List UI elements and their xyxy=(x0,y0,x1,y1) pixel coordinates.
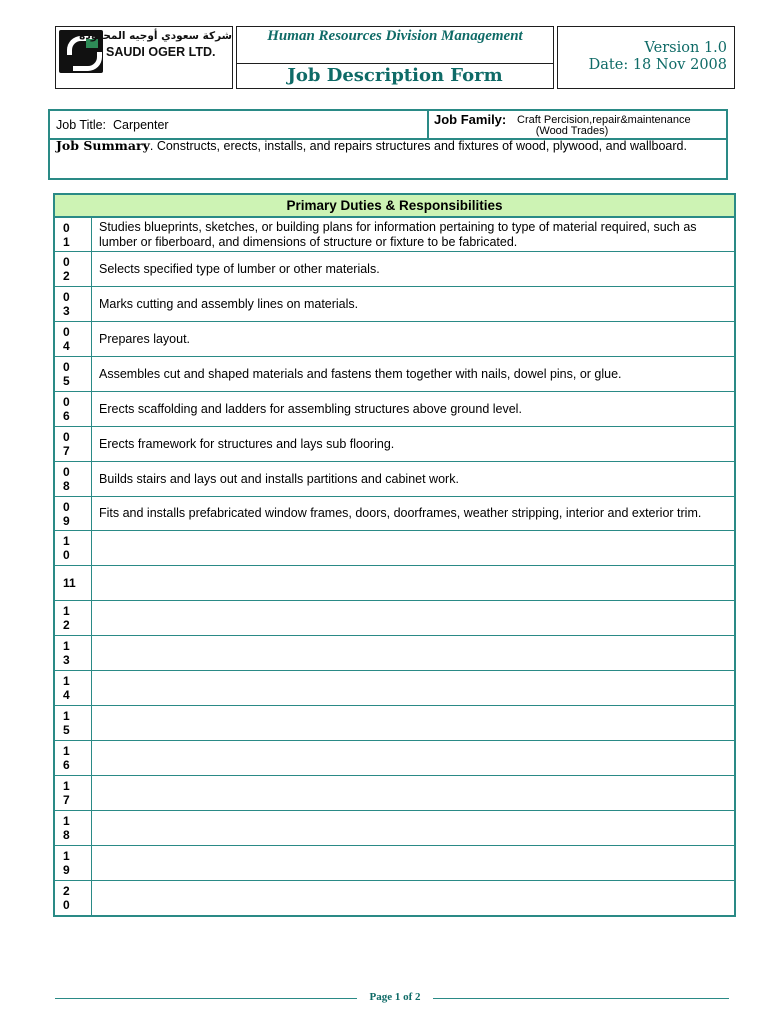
duty-text xyxy=(92,811,736,846)
duty-number: 2 0 xyxy=(54,881,92,917)
duty-number: 0 8 xyxy=(54,462,92,497)
duty-row xyxy=(54,706,735,741)
duty-number: 0 1 xyxy=(54,217,92,252)
duty-number: 1 8 xyxy=(54,811,92,846)
duty-row xyxy=(54,741,735,776)
duty-text: Builds stairs and lays out and installs partitions and cabinet work. xyxy=(92,462,736,497)
duty-number: 1 5 xyxy=(54,706,92,741)
logo-cell xyxy=(55,26,233,89)
duty-row xyxy=(54,811,735,846)
duty-text xyxy=(92,601,736,636)
footer-line-left xyxy=(55,998,357,999)
duty-row xyxy=(54,427,735,462)
duty-number: 1 4 xyxy=(54,671,92,706)
duty-text xyxy=(92,706,736,741)
duty-text xyxy=(92,636,736,671)
job-family-sub: (Wood Trades) xyxy=(535,125,609,137)
duty-text xyxy=(92,531,736,566)
job-family-value: Craft Percision,repair&maintenance xyxy=(517,114,691,126)
duty-text: Fits and installs prefabricated window frames, doors, doorframes, weather stripping, interior and exterior trim. xyxy=(92,497,736,531)
header-title-cell xyxy=(236,26,554,89)
job-summary xyxy=(56,139,716,153)
version-cell xyxy=(557,26,735,89)
duty-number: 1 9 xyxy=(54,846,92,881)
duties-body xyxy=(54,217,735,916)
version-text: Version 1.0 xyxy=(644,40,727,56)
duty-row xyxy=(54,462,735,497)
duty-number: 0 6 xyxy=(54,392,92,427)
duty-row xyxy=(54,252,735,287)
date-text: Date: 18 Nov 2008 xyxy=(588,57,727,73)
duty-row xyxy=(54,357,735,392)
duty-text: Selects specified type of lumber or other materials. xyxy=(92,252,736,287)
duty-number: 0 7 xyxy=(54,427,92,462)
duties-header-row xyxy=(54,194,735,217)
duty-number: 0 3 xyxy=(54,287,92,322)
duty-number: 0 4 xyxy=(54,322,92,357)
job-summary-text: . Constructs, erects, installs, and repairs structures and fixtures of wood, plywood, and wallboard. xyxy=(149,139,687,153)
duty-row xyxy=(54,287,735,322)
duty-row xyxy=(54,392,735,427)
duty-row xyxy=(54,776,735,811)
duty-text xyxy=(92,566,736,601)
duty-row xyxy=(54,671,735,706)
division-subtitle: Human Resources Division Management xyxy=(267,28,523,44)
duty-text: Prepares layout. xyxy=(92,322,736,357)
duty-row xyxy=(54,217,735,252)
duty-row xyxy=(54,601,735,636)
duty-number: 1 2 xyxy=(54,601,92,636)
duty-text xyxy=(92,741,736,776)
page-number: Page 1 of 2 xyxy=(369,991,421,1003)
duty-text xyxy=(92,846,736,881)
duty-row xyxy=(54,497,735,531)
document-header xyxy=(55,26,735,89)
duty-number: 0 5 xyxy=(54,357,92,392)
duty-row xyxy=(54,846,735,881)
job-row-divider xyxy=(427,111,429,138)
duties-table xyxy=(53,193,736,917)
job-title-value: Carpenter xyxy=(112,118,169,132)
logo-english-text: SAUDI OGER LTD. xyxy=(106,45,216,59)
duty-text: Studies blueprints, sketches, or building plans for information pertaining to type of material required, such as lumber or fiberboard, and dimensions of structure or fixture to be fabricated. xyxy=(92,217,736,252)
job-family-label: Job Family: xyxy=(434,112,507,127)
duty-number: 0 9 xyxy=(54,497,92,531)
duty-row xyxy=(54,881,735,917)
duty-row xyxy=(54,566,735,601)
duty-number: 1 0 xyxy=(54,531,92,566)
duty-number: 1 3 xyxy=(54,636,92,671)
footer-line-right xyxy=(433,998,729,999)
duty-row xyxy=(54,531,735,566)
duty-text xyxy=(92,776,736,811)
job-info-box xyxy=(48,109,728,180)
duty-text: Assembles cut and shaped materials and fastens them together with nails, dowel pins, or glue. xyxy=(92,357,736,392)
job-summary-label: Job Summary xyxy=(56,138,150,153)
form-title: Job Description Form xyxy=(287,65,503,86)
duty-text xyxy=(92,881,736,917)
duty-number: 1 6 xyxy=(54,741,92,776)
logo-arabic-text: شركة سعودي أوجيه المحدودة xyxy=(79,30,232,42)
duty-text: Marks cutting and assembly lines on materials. xyxy=(92,287,736,322)
duty-number: 1 7 xyxy=(54,776,92,811)
job-title-label: Job Title: xyxy=(56,118,107,132)
duty-text: Erects scaffolding and ladders for assembling structures above ground level. xyxy=(92,392,736,427)
duty-text xyxy=(92,671,736,706)
job-title-field xyxy=(56,118,169,132)
duty-row xyxy=(54,322,735,357)
duty-number: 11 xyxy=(54,566,92,601)
job-title-row xyxy=(50,111,726,140)
duties-heading: Primary Duties & Responsibilities xyxy=(54,194,735,217)
duty-row xyxy=(54,636,735,671)
duty-number: 0 2 xyxy=(54,252,92,287)
duty-text: Erects framework for structures and lays sub flooring. xyxy=(92,427,736,462)
